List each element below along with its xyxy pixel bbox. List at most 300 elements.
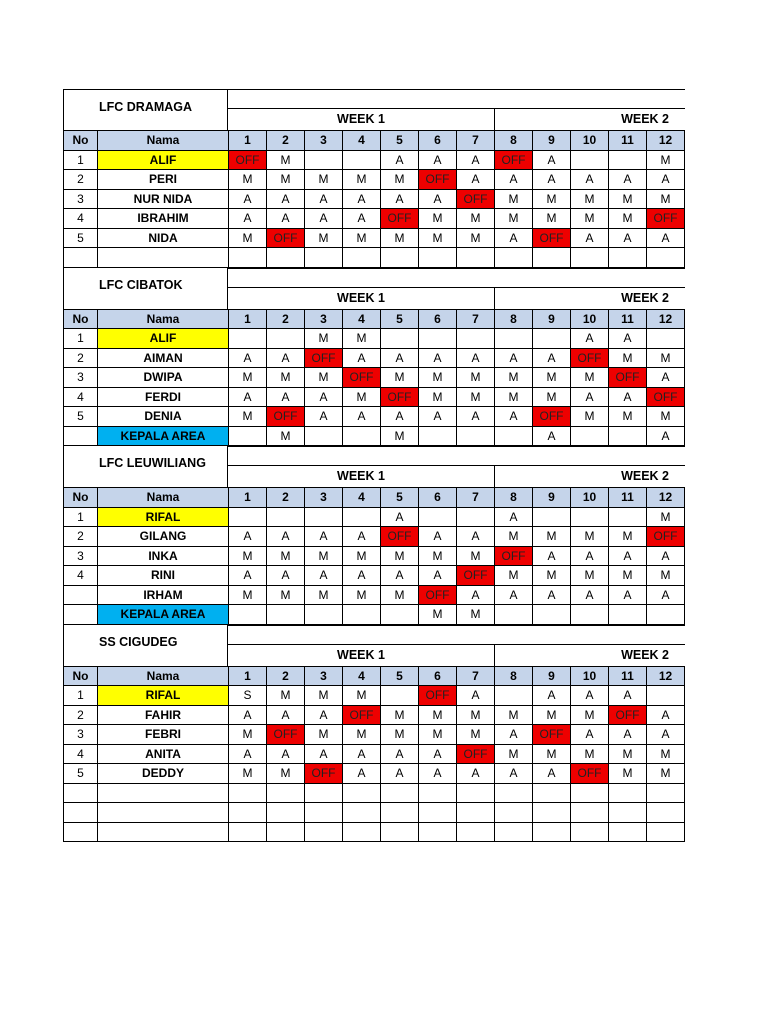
shift-cell[interactable]: A: [381, 150, 419, 170]
column-header-day[interactable]: 6: [419, 666, 457, 686]
row-number-cell[interactable]: 4: [64, 387, 98, 407]
shift-cell[interactable]: A: [229, 744, 267, 764]
shift-cell[interactable]: M: [457, 228, 495, 248]
shift-cell[interactable]: A: [533, 426, 571, 446]
shift-cell[interactable]: [533, 248, 571, 268]
shift-cell[interactable]: A: [343, 348, 381, 368]
column-header-day[interactable]: 12: [647, 488, 685, 508]
row-number-cell[interactable]: [64, 605, 98, 625]
column-header-day[interactable]: 2: [267, 131, 305, 151]
shift-cell[interactable]: A: [609, 170, 647, 190]
row-number-cell[interactable]: 2: [64, 705, 98, 725]
column-header-day[interactable]: 11: [609, 131, 647, 151]
column-header-day[interactable]: 11: [609, 488, 647, 508]
shift-cell[interactable]: M: [229, 725, 267, 745]
column-header-day[interactable]: 5: [381, 309, 419, 329]
column-header-no[interactable]: No: [64, 131, 98, 151]
shift-cell[interactable]: [647, 248, 685, 268]
column-header-day[interactable]: 6: [419, 488, 457, 508]
shift-cell-off[interactable]: OFF: [343, 368, 381, 388]
shift-cell[interactable]: A: [495, 764, 533, 784]
shift-cell[interactable]: A: [305, 566, 343, 586]
shift-cell[interactable]: A: [533, 150, 571, 170]
shift-cell[interactable]: A: [647, 368, 685, 388]
column-header-day[interactable]: 8: [495, 309, 533, 329]
shift-cell[interactable]: A: [229, 387, 267, 407]
shift-cell[interactable]: [647, 686, 685, 706]
employee-name-cell[interactable]: NUR NIDA: [98, 189, 229, 209]
shift-cell[interactable]: [305, 605, 343, 625]
shift-cell[interactable]: M: [267, 150, 305, 170]
column-header-day[interactable]: 5: [381, 488, 419, 508]
shift-cell[interactable]: [647, 329, 685, 349]
shift-cell-off[interactable]: OFF: [343, 705, 381, 725]
shift-cell[interactable]: A: [457, 348, 495, 368]
shift-cell[interactable]: M: [647, 744, 685, 764]
shift-cell[interactable]: M: [305, 170, 343, 190]
shift-cell[interactable]: A: [381, 566, 419, 586]
employee-name-cell[interactable]: ALIF: [98, 329, 229, 349]
shift-cell-off[interactable]: OFF: [609, 705, 647, 725]
employee-name-cell[interactable]: NIDA: [98, 228, 229, 248]
shift-cell[interactable]: [229, 329, 267, 349]
shift-cell-off[interactable]: OFF: [495, 546, 533, 566]
section-title-cell[interactable]: [63, 268, 228, 309]
shift-cell[interactable]: A: [229, 348, 267, 368]
shift-cell[interactable]: [381, 605, 419, 625]
shift-cell[interactable]: M: [229, 368, 267, 388]
shift-cell[interactable]: [229, 822, 267, 842]
shift-cell[interactable]: M: [457, 605, 495, 625]
shift-cell[interactable]: A: [647, 170, 685, 190]
shift-cell[interactable]: A: [533, 585, 571, 605]
shift-cell[interactable]: [609, 426, 647, 446]
shift-cell[interactable]: [419, 783, 457, 803]
row-number-cell[interactable]: 4: [64, 566, 98, 586]
shift-cell[interactable]: M: [647, 407, 685, 427]
shift-cell[interactable]: [457, 248, 495, 268]
shift-cell[interactable]: [571, 783, 609, 803]
shift-cell[interactable]: M: [647, 764, 685, 784]
shift-cell-off[interactable]: OFF: [647, 387, 685, 407]
shift-cell[interactable]: A: [495, 507, 533, 527]
shift-cell[interactable]: A: [267, 348, 305, 368]
row-number-cell[interactable]: [64, 783, 98, 803]
section-title-cell[interactable]: [63, 625, 228, 666]
shift-cell[interactable]: M: [381, 426, 419, 446]
row-number-cell[interactable]: [64, 822, 98, 842]
shift-cell[interactable]: A: [267, 189, 305, 209]
employee-name-cell[interactable]: DWIPA: [98, 368, 229, 388]
shift-cell[interactable]: [381, 783, 419, 803]
shift-cell[interactable]: M: [305, 228, 343, 248]
column-header-day[interactable]: 10: [571, 666, 609, 686]
shift-cell[interactable]: [495, 248, 533, 268]
shift-cell[interactable]: A: [609, 329, 647, 349]
shift-cell[interactable]: M: [419, 368, 457, 388]
row-number-cell[interactable]: 4: [64, 744, 98, 764]
shift-cell[interactable]: A: [419, 566, 457, 586]
shift-cell[interactable]: [343, 783, 381, 803]
shift-cell[interactable]: A: [381, 764, 419, 784]
shift-cell[interactable]: A: [571, 585, 609, 605]
column-header-day[interactable]: 3: [305, 131, 343, 151]
shift-cell[interactable]: [267, 822, 305, 842]
shift-cell-off[interactable]: OFF: [381, 209, 419, 229]
shift-cell[interactable]: A: [381, 744, 419, 764]
shift-cell[interactable]: [457, 803, 495, 823]
shift-cell[interactable]: [343, 803, 381, 823]
shift-cell[interactable]: A: [495, 228, 533, 248]
shift-cell-off[interactable]: OFF: [229, 150, 267, 170]
shift-cell[interactable]: M: [457, 387, 495, 407]
shift-cell[interactable]: A: [571, 546, 609, 566]
shift-cell[interactable]: [305, 248, 343, 268]
shift-cell[interactable]: [229, 783, 267, 803]
shift-cell[interactable]: M: [457, 546, 495, 566]
column-header-day[interactable]: 2: [267, 488, 305, 508]
shift-cell[interactable]: M: [381, 368, 419, 388]
employee-name-cell[interactable]: FEBRI: [98, 725, 229, 745]
column-header-no[interactable]: No: [64, 488, 98, 508]
shift-cell[interactable]: [419, 822, 457, 842]
employee-name-cell[interactable]: INKA: [98, 546, 229, 566]
shift-cell[interactable]: M: [647, 348, 685, 368]
shift-cell[interactable]: A: [229, 566, 267, 586]
shift-cell-off[interactable]: OFF: [419, 585, 457, 605]
column-header-day[interactable]: 9: [533, 309, 571, 329]
shift-cell[interactable]: A: [457, 764, 495, 784]
shift-cell-off[interactable]: OFF: [571, 764, 609, 784]
shift-cell[interactable]: A: [381, 189, 419, 209]
shift-cell[interactable]: M: [381, 546, 419, 566]
shift-cell[interactable]: [267, 248, 305, 268]
column-header-day[interactable]: 2: [267, 666, 305, 686]
shift-cell[interactable]: A: [647, 546, 685, 566]
employee-name-cell[interactable]: IBRAHIM: [98, 209, 229, 229]
shift-cell[interactable]: [609, 150, 647, 170]
column-header-day[interactable]: 3: [305, 666, 343, 686]
shift-cell[interactable]: A: [343, 764, 381, 784]
shift-cell[interactable]: [571, 248, 609, 268]
column-header-day[interactable]: 4: [343, 131, 381, 151]
shift-cell[interactable]: [305, 822, 343, 842]
shift-cell[interactable]: M: [571, 705, 609, 725]
employee-name-cell[interactable]: [98, 803, 229, 823]
shift-cell[interactable]: M: [533, 705, 571, 725]
column-header-day[interactable]: 4: [343, 666, 381, 686]
shift-cell[interactable]: M: [533, 368, 571, 388]
column-header-day[interactable]: 9: [533, 131, 571, 151]
row-number-cell[interactable]: 3: [64, 546, 98, 566]
shift-cell[interactable]: A: [267, 566, 305, 586]
shift-cell[interactable]: A: [533, 546, 571, 566]
row-number-cell[interactable]: 5: [64, 764, 98, 784]
column-header-day[interactable]: 6: [419, 131, 457, 151]
shift-cell-off[interactable]: OFF: [267, 407, 305, 427]
row-number-cell[interactable]: [64, 426, 98, 446]
shift-cell[interactable]: [229, 248, 267, 268]
shift-cell[interactable]: [647, 803, 685, 823]
shift-cell[interactable]: A: [571, 329, 609, 349]
shift-cell[interactable]: [419, 426, 457, 446]
shift-cell[interactable]: M: [305, 585, 343, 605]
shift-cell[interactable]: M: [495, 368, 533, 388]
shift-cell-off[interactable]: OFF: [381, 387, 419, 407]
shift-cell[interactable]: M: [381, 725, 419, 745]
column-header-day[interactable]: 5: [381, 131, 419, 151]
row-number-cell[interactable]: 2: [64, 170, 98, 190]
shift-cell[interactable]: M: [571, 527, 609, 547]
shift-cell[interactable]: M: [305, 686, 343, 706]
column-header-day[interactable]: 10: [571, 488, 609, 508]
shift-cell[interactable]: M: [267, 546, 305, 566]
shift-cell[interactable]: A: [381, 348, 419, 368]
shift-cell[interactable]: A: [609, 686, 647, 706]
row-number-cell[interactable]: 2: [64, 348, 98, 368]
shift-cell[interactable]: [571, 822, 609, 842]
shift-cell[interactable]: M: [381, 585, 419, 605]
employee-name-cell[interactable]: FAHIR: [98, 705, 229, 725]
shift-cell[interactable]: M: [267, 764, 305, 784]
shift-cell[interactable]: [343, 507, 381, 527]
column-header-day[interactable]: 12: [647, 309, 685, 329]
shift-cell[interactable]: [457, 783, 495, 803]
shift-cell[interactable]: A: [609, 387, 647, 407]
employee-name-cell[interactable]: [98, 248, 229, 268]
shift-cell[interactable]: [647, 605, 685, 625]
shift-cell[interactable]: M: [457, 209, 495, 229]
shift-cell[interactable]: A: [609, 228, 647, 248]
shift-cell[interactable]: A: [305, 744, 343, 764]
shift-cell[interactable]: M: [343, 387, 381, 407]
shift-cell[interactable]: [457, 507, 495, 527]
shift-cell[interactable]: [267, 783, 305, 803]
shift-cell[interactable]: [571, 605, 609, 625]
employee-name-cell[interactable]: GILANG: [98, 527, 229, 547]
shift-cell[interactable]: M: [647, 566, 685, 586]
shift-cell[interactable]: M: [343, 329, 381, 349]
shift-cell[interactable]: [533, 783, 571, 803]
shift-cell[interactable]: M: [495, 744, 533, 764]
column-header-day[interactable]: 3: [305, 488, 343, 508]
shift-cell[interactable]: A: [343, 744, 381, 764]
shift-cell[interactable]: A: [419, 189, 457, 209]
shift-cell[interactable]: A: [419, 348, 457, 368]
shift-cell[interactable]: M: [229, 407, 267, 427]
shift-cell[interactable]: M: [229, 228, 267, 248]
shift-cell-off[interactable]: OFF: [647, 209, 685, 229]
employee-name-cell[interactable]: RIFAL: [98, 507, 229, 527]
shift-cell[interactable]: [229, 426, 267, 446]
shift-cell[interactable]: A: [381, 407, 419, 427]
employee-name-cell[interactable]: ALIF: [98, 150, 229, 170]
shift-cell[interactable]: [609, 822, 647, 842]
shift-cell[interactable]: [571, 803, 609, 823]
shift-cell[interactable]: M: [343, 686, 381, 706]
shift-cell[interactable]: M: [495, 705, 533, 725]
column-header-day[interactable]: 9: [533, 488, 571, 508]
shift-cell[interactable]: M: [495, 527, 533, 547]
shift-cell[interactable]: [267, 803, 305, 823]
shift-cell[interactable]: M: [267, 368, 305, 388]
shift-cell[interactable]: A: [305, 527, 343, 547]
shift-cell-off[interactable]: OFF: [495, 150, 533, 170]
week2-header[interactable]: WEEK 2: [621, 647, 669, 662]
shift-cell[interactable]: A: [457, 527, 495, 547]
shift-cell[interactable]: A: [343, 209, 381, 229]
shift-cell[interactable]: M: [419, 725, 457, 745]
column-header-day[interactable]: 12: [647, 131, 685, 151]
shift-cell[interactable]: A: [533, 764, 571, 784]
employee-name-cell[interactable]: [98, 783, 229, 803]
shift-cell[interactable]: M: [457, 705, 495, 725]
shift-cell[interactable]: M: [419, 605, 457, 625]
shift-cell[interactable]: M: [343, 170, 381, 190]
shift-cell[interactable]: [267, 605, 305, 625]
shift-cell[interactable]: [381, 686, 419, 706]
row-number-cell[interactable]: 2: [64, 527, 98, 547]
section-title-cell[interactable]: [63, 89, 228, 130]
employee-name-cell[interactable]: DEDDY: [98, 764, 229, 784]
shift-cell[interactable]: M: [381, 170, 419, 190]
shift-cell[interactable]: M: [495, 566, 533, 586]
shift-cell-off[interactable]: OFF: [533, 228, 571, 248]
shift-cell[interactable]: A: [305, 209, 343, 229]
row-number-cell[interactable]: 1: [64, 507, 98, 527]
shift-cell[interactable]: M: [533, 209, 571, 229]
shift-cell[interactable]: M: [495, 189, 533, 209]
shift-cell[interactable]: [305, 803, 343, 823]
employee-name-cell[interactable]: [98, 822, 229, 842]
shift-cell[interactable]: [533, 329, 571, 349]
shift-cell-off[interactable]: OFF: [267, 725, 305, 745]
shift-cell[interactable]: [533, 803, 571, 823]
row-number-cell[interactable]: [64, 248, 98, 268]
column-header-day[interactable]: 11: [609, 666, 647, 686]
shift-cell[interactable]: A: [229, 189, 267, 209]
shift-cell[interactable]: M: [571, 189, 609, 209]
shift-cell[interactable]: [609, 605, 647, 625]
shift-cell[interactable]: M: [229, 546, 267, 566]
shift-cell[interactable]: A: [343, 189, 381, 209]
shift-cell[interactable]: A: [267, 744, 305, 764]
shift-cell-off[interactable]: OFF: [381, 527, 419, 547]
column-header-day[interactable]: 4: [343, 309, 381, 329]
shift-cell[interactable]: A: [419, 407, 457, 427]
week2-header[interactable]: WEEK 2: [621, 112, 669, 126]
shift-cell[interactable]: M: [571, 209, 609, 229]
shift-cell[interactable]: [381, 329, 419, 349]
shift-cell[interactable]: A: [647, 426, 685, 446]
column-header-day[interactable]: 6: [419, 309, 457, 329]
shift-cell[interactable]: M: [343, 546, 381, 566]
shift-cell[interactable]: [419, 248, 457, 268]
shift-cell[interactable]: M: [305, 546, 343, 566]
shift-cell[interactable]: M: [495, 387, 533, 407]
shift-cell[interactable]: A: [609, 546, 647, 566]
shift-cell[interactable]: [533, 507, 571, 527]
shift-cell-off[interactable]: OFF: [419, 686, 457, 706]
column-header-day[interactable]: 4: [343, 488, 381, 508]
employee-name-cell[interactable]: DENIA: [98, 407, 229, 427]
shift-cell[interactable]: A: [381, 507, 419, 527]
column-header-day[interactable]: 1: [229, 131, 267, 151]
row-number-cell[interactable]: 3: [64, 189, 98, 209]
shift-cell[interactable]: [343, 248, 381, 268]
shift-cell[interactable]: M: [571, 407, 609, 427]
shift-cell[interactable]: [419, 507, 457, 527]
shift-cell[interactable]: [495, 686, 533, 706]
shift-cell-off[interactable]: OFF: [457, 189, 495, 209]
shift-cell[interactable]: M: [305, 725, 343, 745]
shift-cell[interactable]: A: [343, 566, 381, 586]
shift-cell[interactable]: [609, 248, 647, 268]
section-title-cell[interactable]: [63, 446, 228, 487]
shift-cell[interactable]: M: [457, 725, 495, 745]
shift-cell[interactable]: A: [533, 348, 571, 368]
shift-cell[interactable]: A: [647, 705, 685, 725]
shift-cell[interactable]: A: [495, 170, 533, 190]
column-header-day[interactable]: 3: [305, 309, 343, 329]
shift-cell[interactable]: M: [419, 387, 457, 407]
shift-cell[interactable]: A: [571, 686, 609, 706]
shift-cell[interactable]: [343, 426, 381, 446]
shift-cell[interactable]: M: [419, 228, 457, 248]
shift-cell[interactable]: [229, 507, 267, 527]
week1-header[interactable]: WEEK 1: [228, 109, 495, 130]
shift-cell[interactable]: M: [381, 228, 419, 248]
row-number-cell[interactable]: 1: [64, 686, 98, 706]
shift-cell[interactable]: A: [305, 705, 343, 725]
shift-cell[interactable]: M: [609, 209, 647, 229]
row-number-cell[interactable]: 5: [64, 407, 98, 427]
column-header-day[interactable]: 11: [609, 309, 647, 329]
shift-cell[interactable]: A: [305, 407, 343, 427]
shift-cell[interactable]: A: [229, 527, 267, 547]
shift-cell[interactable]: [609, 783, 647, 803]
shift-cell[interactable]: A: [609, 585, 647, 605]
column-header-nama[interactable]: Nama: [98, 488, 229, 508]
row-number-cell[interactable]: 5: [64, 228, 98, 248]
shift-cell[interactable]: M: [533, 744, 571, 764]
shift-cell-off[interactable]: OFF: [305, 764, 343, 784]
shift-cell[interactable]: A: [229, 209, 267, 229]
shift-cell[interactable]: M: [647, 507, 685, 527]
employee-name-cell[interactable]: RINI: [98, 566, 229, 586]
shift-cell[interactable]: [305, 426, 343, 446]
shift-cell[interactable]: [495, 605, 533, 625]
employee-name-cell[interactable]: IRHAM: [98, 585, 229, 605]
shift-cell[interactable]: [495, 783, 533, 803]
week1-header[interactable]: WEEK 1: [228, 288, 495, 309]
shift-cell-off[interactable]: OFF: [267, 228, 305, 248]
shift-cell[interactable]: A: [419, 150, 457, 170]
shift-cell[interactable]: M: [609, 566, 647, 586]
row-number-cell[interactable]: [64, 585, 98, 605]
shift-cell[interactable]: [419, 329, 457, 349]
shift-cell[interactable]: [533, 822, 571, 842]
shift-cell[interactable]: [571, 507, 609, 527]
employee-name-cell[interactable]: PERI: [98, 170, 229, 190]
shift-cell[interactable]: A: [647, 725, 685, 745]
shift-cell[interactable]: [343, 822, 381, 842]
shift-cell[interactable]: [305, 150, 343, 170]
column-header-day[interactable]: 7: [457, 488, 495, 508]
shift-cell[interactable]: M: [343, 585, 381, 605]
shift-cell[interactable]: M: [533, 527, 571, 547]
shift-cell[interactable]: M: [609, 189, 647, 209]
